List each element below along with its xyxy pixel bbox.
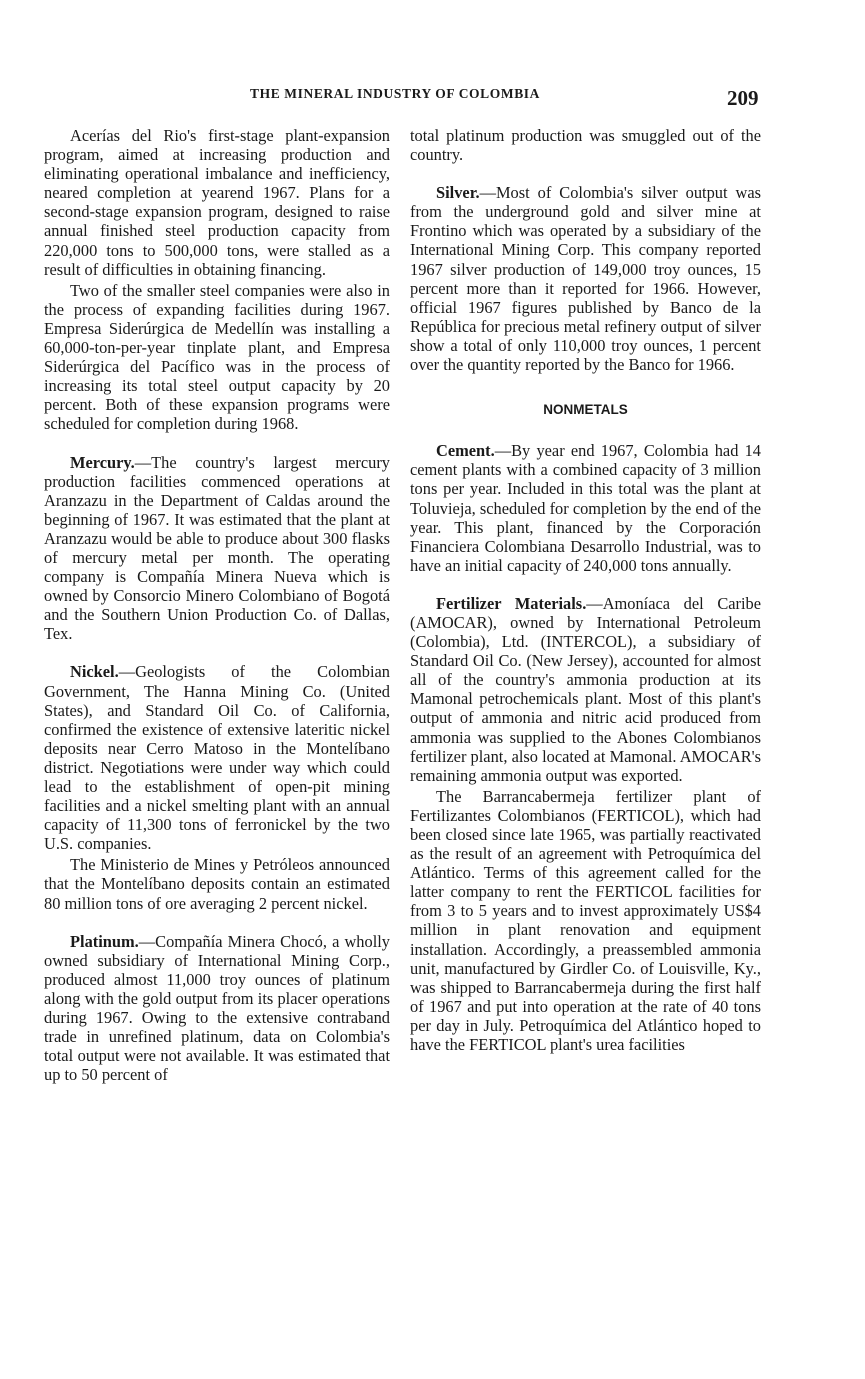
cement-heading: Cement. [436,441,495,461]
silver-heading: Silver. [436,183,480,203]
nickel-text: —Geologists of the Colombian Government, The Hanna Mining Co. (United States), and Standard Oil Co. of California, confirmed the existence of extensive lateritic nickel deposits near Cerro Matoso in the Montelíbano district. Negotiations were under way which could lead to the establishment of open-pit mining facilities and a nickel smelting plant with an annual capacity of 11,300 tons of ferronickel by the two U.S. companies. [44,662,390,854]
running-title: THE MINERAL INDUSTRY OF COLOMBIA [250,86,541,101]
paragraph-platinum-continued: total platinum production was smuggled out of the country. [410,126,761,165]
paragraph-nickel [44,662,390,853]
paragraph-cement [410,441,761,575]
fertilizer-text: —Amoníaca del Caribe (AMOCAR), owned by International Petroleum (Colombia), Ltd. (INTERCOL), a subsidiary of Standard Oil Co. (New Jersey), accounted for almost all of the country's ammonia production at its Mamonal petrochemicals plant. Most of this plant's output of ammonia and nitric acid produced from ammonia was supplied to the Abones Colombianos fertilizer plant, also located at Mamonal. AMOCAR's remaining ammonia output was exported. [410,593,762,785]
paragraph-nickel-deposits: The Ministerio de Mines y Petróleos announced that the Montelíbano deposits contain an estimated 80 million tons of ore averaging 2 percent nickel. [44,855,390,913]
section-title-nonmetals: NONMETALS [543,402,628,418]
paragraph-steel-expansion: Acerías del Rio's first-stage plant-expansion program, aimed at increasing production and eliminating operational imbalance and inefficiency, neared completion at yearend 1967. Plans for a second-stage expansion program, designed to raise annual finished steel production capacity from 220,000 tons to 500,000 tons, were stalled as a result of difficulties in obtaining financing. [44,126,390,279]
paragraph-silver [410,183,761,374]
platinum-heading: Platinum. [70,931,139,951]
right-column [410,126,761,1054]
left-column [44,126,390,1084]
fertilizer-heading: Fertilizer Materials. [436,593,587,613]
paragraph-mercury [44,453,390,644]
silver-text: —Most of Colombia's silver output was from the underground gold and silver mine at Frontino which was operated by a subsidiary of the International Mining Corp. This company reported 1967 silver production of 149,000 troy ounces, 15 percent more than it reported for 1966. However, official 1967 figures published by Banco de la República for precious metal refinery output of silver show a total of only 110,000 troy ounces, 1 percent over the quantity reported by the Banco for 1966. [410,183,761,375]
platinum-text: —Compañía Minera Chocó, a wholly owned subsidiary of International Mining Corp., produced almost 11,000 troy ounces of platinum along with the gold output from its placer operations during 1967. Owing to the extensive contraband trade in unrefined platinum, data on Colombia's total output were not available. It was estimated that up to 50 percent of [44,931,390,1085]
paragraph-fertilizer [410,594,761,785]
mercury-heading: Mercury. [70,452,135,472]
paragraph-smaller-steel: Two of the smaller steel companies were also in the process of expanding facilities during 1967. Empresa Siderúrgica de Medellín was installing a 60,000-ton-per-year tinplate plant, and Empresa Siderúrgica del Pacífico was in the process of increasing its total steel output capacity by 20 percent. Both of these expansion programs were scheduled for completion during 1968. [44,280,390,434]
paragraph-barrancabermeja: The Barrancabermeja fertilizer plant of Fertilizantes Colombianos (FERTICOL), which had been closed since late 1965, was partially reactivated as the result of an agreement with Petroquímica del Atlántico. Terms of this agreement called for the latter company to rent the FERTICOL facilities for from 3 to 5 years and to invest approximately US$4 million in plant renovation and equipment installation. Accordingly, a preassembled ammonia unit, manufactured by Girdler Co. of Louisville, Ky., was shipped to Barrancabermeja during the first half of 1967 and put into operation at the rate of 40 tons per day in July. Petroquímica del Atlántico hoped to have the FERTICOL plant's urea facilities [410,786,761,1055]
page-number: 209 [727,86,759,110]
paragraph-platinum [44,932,390,1085]
cement-text: —By year end 1967, Colombia had 14 cement plants with a combined capacity of 3 million tons per year. Included in this total was the plant at Toluvieja, scheduled for completion by the end of the year. This plant, financed by the Corporación Financiera Colombiana Desarrollo Industrial, was to have an initial capacity of 240,000 tons annually. [410,441,761,575]
nickel-heading: Nickel. [70,662,119,682]
mercury-text: —The country's largest mercury production facilities commenced operations at Aranzazu in the Department of Caldas around the beginning of 1967. It was estimated that the plant at Aranzazu would be able to produce about 300 flasks of mercury metal per month. The operating company is Compañía Minera Nueva which is owned by Consorcio Minero Colombiano of Bogotá and the Southern Union Production Co. of Dallas, Tex. [44,452,390,644]
